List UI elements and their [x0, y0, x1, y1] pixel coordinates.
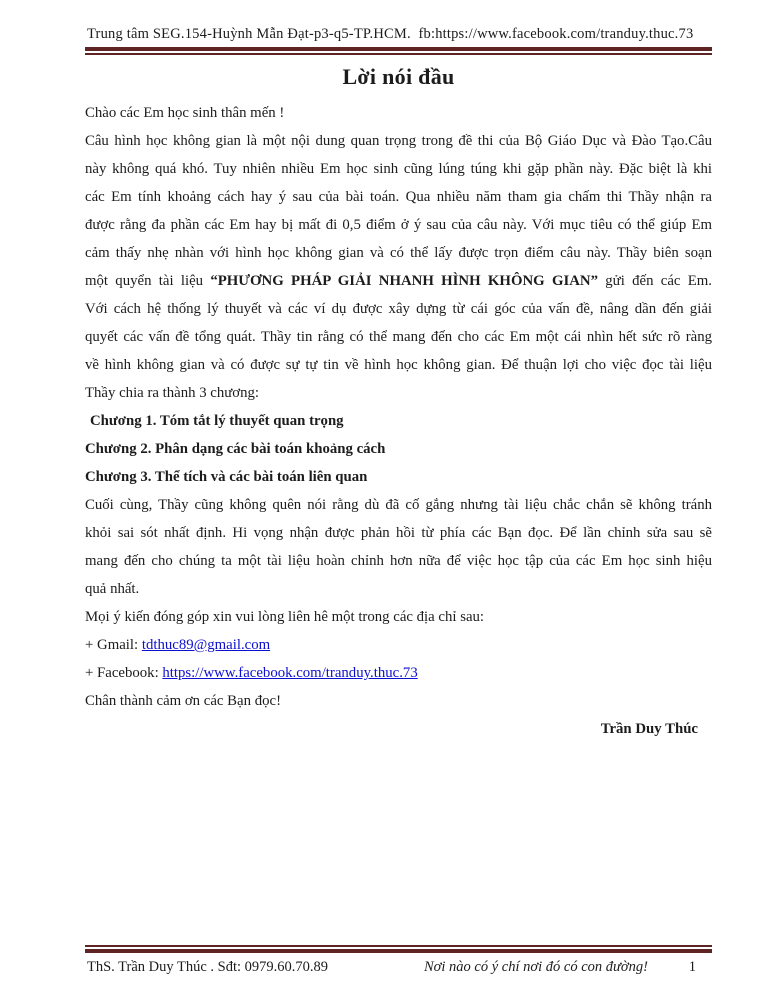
- text-segment: Với cách hệ thống lý thuyết và các ví dụ được xây dựng từ cái góc của vấn đề, nâng dần đến giải: [85, 301, 712, 317]
- text-segment: mang đến cho chúng ta một tài liệu hoàn chỉnh hơn nữa để việc học tập của các Em học sinh hiệu: [85, 553, 712, 569]
- facebook-link[interactable]: https://www.facebook.com/tranduy.thuc.73: [162, 665, 418, 681]
- body-line: [85, 687, 712, 715]
- text-segment: Câu hình học không gian là một nội dung quan trọng trong đề thi của Bộ Giáo Dục và Đào Tạo.Câu: [85, 133, 712, 149]
- text-segment: + Gmail:: [85, 637, 142, 653]
- body-line: [85, 295, 712, 323]
- body-line: [85, 603, 712, 631]
- page-header-text: Trung tâm SEG.154-Huỳnh Mẫn Đạt-p3-q5-TP.HCM. fb:https://www.facebook.com/tranduy.thuc.73: [87, 26, 694, 42]
- document-body: [85, 99, 712, 743]
- footer-rule: [85, 945, 712, 953]
- text-segment: Mọi ý kiến đóng góp xin vui lòng liên hê một trong các địa chỉ sau:: [85, 609, 485, 625]
- body-line: [85, 631, 712, 659]
- body-line: [85, 659, 712, 687]
- text-segment: Chương 1. Tóm tắt lý thuyết quan trọng: [90, 413, 344, 429]
- footer-page-number: 1: [688, 958, 696, 975]
- page-footer: [85, 941, 712, 976]
- body-line: [85, 155, 712, 183]
- body-line: [85, 575, 712, 603]
- footer-quote: Nơi nào có ý chí nơi đó có con đường!: [423, 958, 648, 975]
- header-rule: [85, 47, 712, 55]
- body-line: [85, 267, 712, 295]
- body-line: [85, 491, 712, 519]
- chapter-1-heading: [85, 407, 712, 435]
- chapter-3-heading: [85, 463, 712, 491]
- text-segment: được rằng đa phần các Em hay bị mất đi 0,5 điểm ở ý sau của câu này. Với mục tiêu có thể giúp Em: [85, 217, 712, 233]
- text-segment: quyết các vấn đề tổng quát. Thầy tin rằng có thể mang đến cho các Em một cái nhìn hết sức rõ ràng: [85, 329, 712, 345]
- text-segment: Cuối cùng, Thầy cũng không quên nói rằng dù đã cố gắng nhưng tài liệu chắc chắn sẽ không tránh: [85, 497, 712, 513]
- footer-author: ThS. Trần Duy Thúc . Sđt: 0979.60.70.89: [87, 958, 329, 975]
- page-header: [85, 26, 712, 55]
- text-segment: quả nhất.: [85, 581, 140, 597]
- text-segment: cảm thấy nhẹ nhàn với hình học không gian và có thể lấy được trọn điểm câu này. Thầy biên soạn: [85, 245, 712, 261]
- text-segment: + Facebook:: [85, 665, 163, 681]
- body-line: [85, 323, 712, 351]
- text-segment: Trần Duy Thúc: [600, 721, 698, 737]
- text-segment: Chương 2. Phân dạng các bài toán khoảng cách: [85, 441, 386, 457]
- body-line: [85, 379, 712, 407]
- chapter-2-heading: [85, 435, 712, 463]
- body-line: [85, 519, 712, 547]
- body-line: [85, 99, 712, 127]
- text-segment: về hình không gian và có được sự tự tin về hình học không gian. Để thuận lợi cho việc đọc tài liệu: [85, 357, 712, 373]
- gmail-link[interactable]: tdthuc89@gmail.com: [141, 637, 271, 653]
- text-segment: Chân thành cảm ơn các Bạn đọc!: [85, 693, 282, 709]
- header-rule-thin-line: [85, 53, 712, 55]
- text-segment: gửi đến các Em.: [597, 273, 712, 289]
- text-segment: các Em tính khoảng cách hay ý sau của bài toán. Qua nhiều năm tham gia chấm thi Thầy nhận ra: [85, 189, 712, 205]
- text-segment: một quyển tài liệu: [85, 273, 211, 289]
- footer-row: [85, 959, 712, 976]
- body-line: [85, 211, 712, 239]
- body-line: [85, 351, 712, 379]
- text-segment: này không quá khó. Tuy nhiên nhiều Em học sinh cũng lúng túng khi gặp phần này. Đặc biệt là khi: [85, 161, 712, 177]
- body-line: [85, 127, 712, 155]
- text-segment: khỏi sai sót nhất định. Hi vọng nhận được phản hồi từ phía các Bạn đọc. Để lần chỉnh sửa sau sẽ: [85, 525, 712, 541]
- body-line: [85, 547, 712, 575]
- signature-line: [85, 715, 712, 743]
- text-segment: Chào các Em học sinh thân mến !: [85, 105, 285, 121]
- body-line: [85, 239, 712, 267]
- page-title: Lời nói đầu: [342, 64, 455, 89]
- body-line: [85, 183, 712, 211]
- footer-rule-thick-line: [85, 949, 712, 953]
- text-segment: Thầy chia ra thành 3 chương:: [85, 385, 260, 401]
- text-segment: “PHƯƠNG PHÁP GIẢI NHANH HÌNH KHÔNG GIAN”: [210, 273, 598, 289]
- text-segment: Chương 3. Thể tích và các bài toán liên quan: [85, 469, 368, 485]
